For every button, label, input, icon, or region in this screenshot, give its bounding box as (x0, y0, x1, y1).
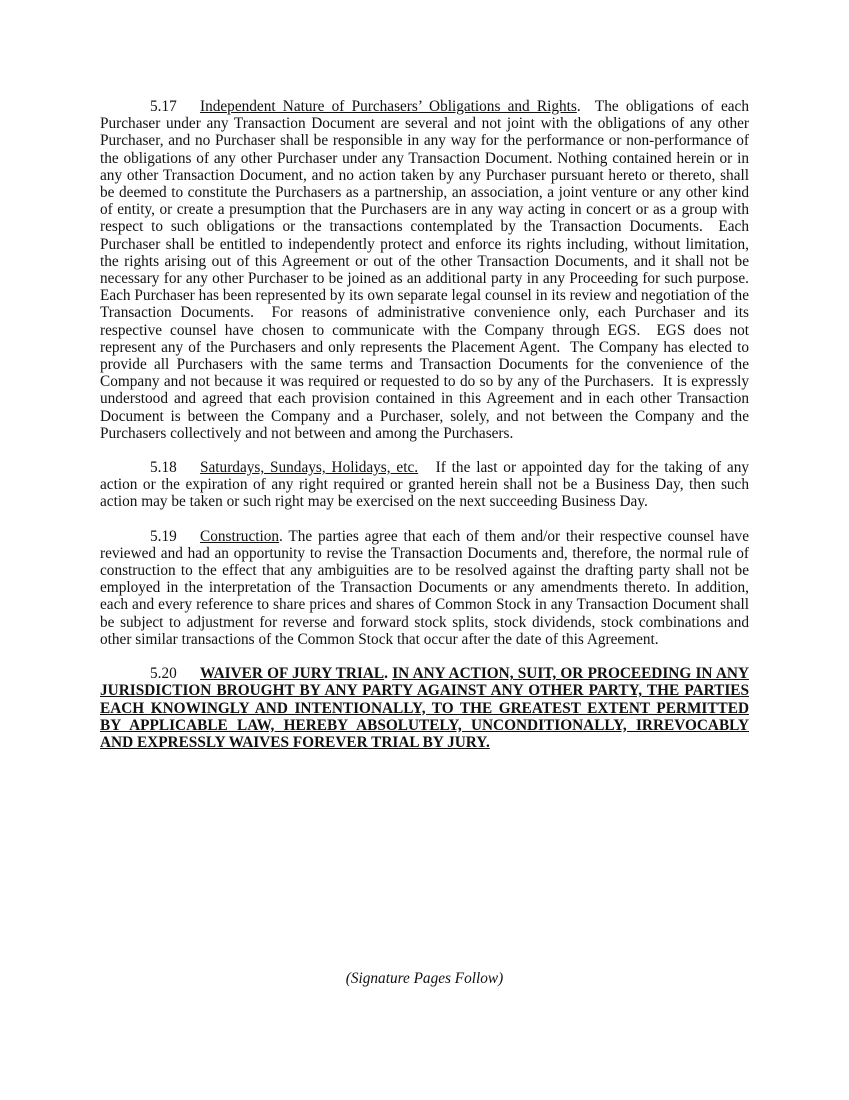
section-body: If the last or appointed day for the taking of any action or the expiration of any right required or granted herein shall not be a Business Day, then such action may be taken or such right may be exercised on the next succeeding Business Day. (100, 459, 753, 511)
heading-punctuation: . (576, 98, 581, 115)
document-page (100, 98, 757, 768)
section-heading: Saturdays, Sundays, Holidays, etc. (200, 459, 419, 477)
section-number: 5.20 (150, 665, 177, 683)
section-number: 5.18 (150, 459, 177, 477)
section-heading: Construction (200, 527, 280, 545)
section-5-17 (100, 98, 757, 442)
section-5-19 (100, 528, 749, 648)
section-heading: WAIVER OF JURY TRIAL (200, 665, 385, 683)
signature-pages-note: (Signature Pages Follow) (345, 970, 504, 987)
section-body: The obligations of each Purchaser under any Transaction Document are several and not joint with the obligations of any other Purchaser, and no Purchaser shall be responsible in any way for the performance or non-performance of the obligations of any other Purchaser under any Transaction Document. Nothing contained herein or in any other Transaction Document, and no action taken by any Purchaser pursuant hereto or thereto, shall be deemed to constitute the Purchasers as a partnership, an association, a joint venture or any other kind of entity, or create a presumption that the Purchasers are in any way acting in concert or as a group with respect to such obligations or the transactions contemplated by the Transaction Documents. Each Purchaser shall be entitled to independently protect and enforce its rights including, without limitation, the rights arising out of this Agreement or out of the other Transaction Documents, and it shall not be necessary for any other Purchaser to be joined as an additional party in any Proceeding for such purpose. Each Purchaser has been represented by its own separate legal counsel in its review and negotiation of the Transaction Documents. For reasons of administrative convenience only, each Purchaser and its respective counsel have chosen to communicate with the Company through EGS. EGS does not represent any of the Purchasers and only represents the Placement Agent. The Company has elected to provide all Purchasers with the same terms and Transaction Documents for the convenience of the Company and not because it was required or requested to do so by any of the Purchasers. It is expressly understood and agreed that each provision contained in this Agreement and in each other Transaction Document is between the Company and a Purchaser, solely, and not between the Company and the Purchasers collectively and not between and among the Purchasers. (100, 98, 757, 442)
heading-punctuation: . (279, 527, 283, 545)
section-5-18 (100, 459, 753, 511)
section-body: The parties agree that each of them and/or their respective counsel have reviewed and had an opportunity to revise the Transaction Documents and, therefore, the normal rule of construction to the effect that any ambiguities are to be resolved against the drafting party shall not be employed in the interpretation of the Transaction Documents or any amendments thereto. In addition, each and every reference to share prices and shares of Common Stock in any Transaction Document shall be subject to adjustment for reverse and forward stock splits, stock dividends, stock combinations and other similar transactions of the Common Stock that occur after the date of this Agreement. (100, 527, 749, 648)
heading-punctuation: . (384, 665, 388, 683)
section-heading: Independent Nature of Purchasers’ Obligations and Rights (200, 98, 577, 115)
section-body: IN ANY ACTION, SUIT, OR PROCEEDING IN ANY JURISDICTION BROUGHT BY ANY PARTY AGAINST ANY OTHER PARTY, THE PARTIES EACH KNOWINGLY AND INTENTIONALLY, TO THE GREATEST EXTENT PERMITTED BY APPLICABLE LAW, HEREBY ABSOLUTELY, UNCONDITIONALLY, IRREVOCABLY AND EXPRESSLY WAIVES FOREVER TRIAL BY JURY. (100, 665, 750, 751)
section-number: 5.17 (150, 98, 177, 115)
section-5-20 (100, 665, 749, 751)
section-number: 5.19 (150, 527, 177, 545)
